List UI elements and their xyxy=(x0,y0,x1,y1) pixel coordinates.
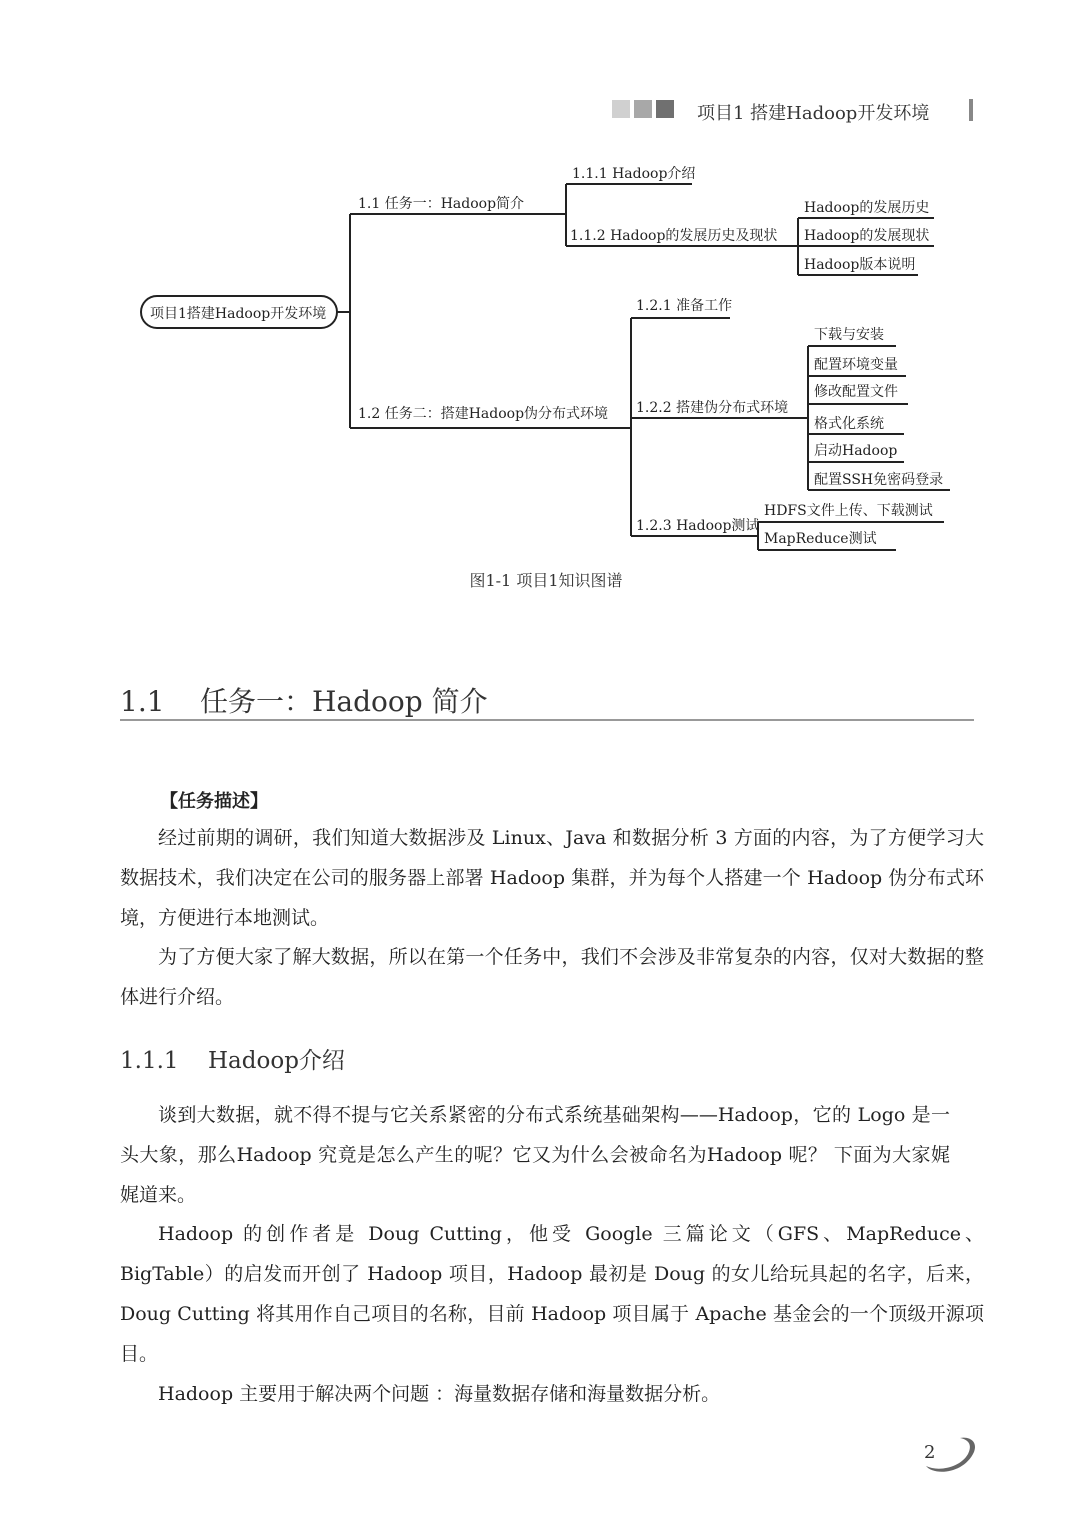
subsection-number: 1.1.1 xyxy=(120,1048,179,1074)
mindmap-leaf: 启动Hadoop xyxy=(814,443,898,459)
header-box-3 xyxy=(656,100,674,118)
mindmap-root-label: 项目1搭建Hadoop开发环境 xyxy=(150,306,327,322)
mindmap-task1: 1.1 任务一：Hadoop简介 xyxy=(358,196,525,212)
header-box-2 xyxy=(634,100,652,118)
section-number: 1.1 xyxy=(120,685,165,718)
header-decoration xyxy=(612,100,674,118)
knowledge-map-diagram xyxy=(0,140,1092,570)
section-title: 任务一：Hadoop 简介 xyxy=(200,685,488,718)
paragraph: 经过前期的调研，我们知道大数据涉及 Linux、Java 和数据分析 3 方面的内容，为了方便学习大数据技术，我们决定在公司的服务器上部署 Hadoop 集群，并为每个人搭建一个 Hadoop 伪分布式环境，方便进行本地测试。 xyxy=(120,827,984,929)
mindmap-task2-3: 1.2.3 Hadoop测试 xyxy=(636,518,760,534)
mindmap-leaf: HDFS文件上传、下载测试 xyxy=(764,503,933,519)
mindmap-leaf: Hadoop版本说明 xyxy=(804,257,916,273)
mindmap-leaf: MapReduce测试 xyxy=(764,531,877,547)
page-number: 2 xyxy=(924,1442,936,1463)
subsection-title: Hadoop介绍 xyxy=(208,1048,345,1074)
mindmap-task1-1: 1.1.1 Hadoop介绍 xyxy=(572,166,696,182)
running-header-title: 项目1 搭建Hadoop开发环境 xyxy=(697,103,930,124)
page-number-badge xyxy=(920,1436,980,1476)
figure-caption: 图1-1 项目1知识图谱 xyxy=(469,571,623,590)
mindmap-leaf: 下载与安装 xyxy=(814,327,884,343)
mindmap-leaf: 格式化系统 xyxy=(814,416,884,432)
mindmap-task1-2: 1.1.2 Hadoop的发展历史及现状 xyxy=(570,228,778,244)
header-bar xyxy=(969,99,973,121)
section-rule xyxy=(120,719,974,721)
mindmap-leaf: 配置环境变量 xyxy=(814,357,898,373)
mindmap-task2: 1.2 任务二：搭建Hadoop伪分布式环境 xyxy=(358,406,609,422)
task-description-tag: 【任务描述】 xyxy=(160,791,268,812)
mindmap-task2-1: 1.2.1 准备工作 xyxy=(636,298,733,314)
mindmap-task2-2: 1.2.2 搭建伪分布式环境 xyxy=(636,400,789,416)
mindmap-leaf: 配置SSH免密码登录 xyxy=(814,472,944,488)
header-box-1 xyxy=(612,100,630,118)
paragraph: Hadoop 主要用于解决两个问题 ：海量数据存储和海量数据分析。 xyxy=(158,1383,721,1405)
paragraph: Hadoop 的创作者是 Doug Cutting，他受 Google 三篇论文（GFS、MapReduce、BigTable）的启发而开创了 Hadoop 项目，Hadoop 最初是 Doug 的女儿给玩具起的名字，后来，Doug Cutting 将其用作自己项目的名称，目前 Hadoop 项目属于 Apache 基金会的一个顶级开源项目。 xyxy=(120,1223,984,1365)
subsection-heading xyxy=(120,1042,345,1075)
mindmap-leaf: Hadoop的发展现状 xyxy=(804,228,930,244)
paragraph: 谈到大数据，就不得不提与它关系紧密的分布式系统基础架构——Hadoop，它的 Logo 是一头大象，那么Hadoop 究竟是怎么产生的呢？它又为什么会被命名为Hadoop 呢？ 下面为大家娓娓道来。 xyxy=(120,1104,950,1206)
mindmap-leaf: 修改配置文件 xyxy=(814,384,898,400)
paragraph: 为了方便大家了解大数据，所以在第一个任务中，我们不会涉及非常复杂的内容，仅对大数据的整体进行介绍。 xyxy=(120,946,984,1008)
section-heading xyxy=(120,680,488,720)
mindmap-leaf: Hadoop的发展历史 xyxy=(804,200,930,216)
